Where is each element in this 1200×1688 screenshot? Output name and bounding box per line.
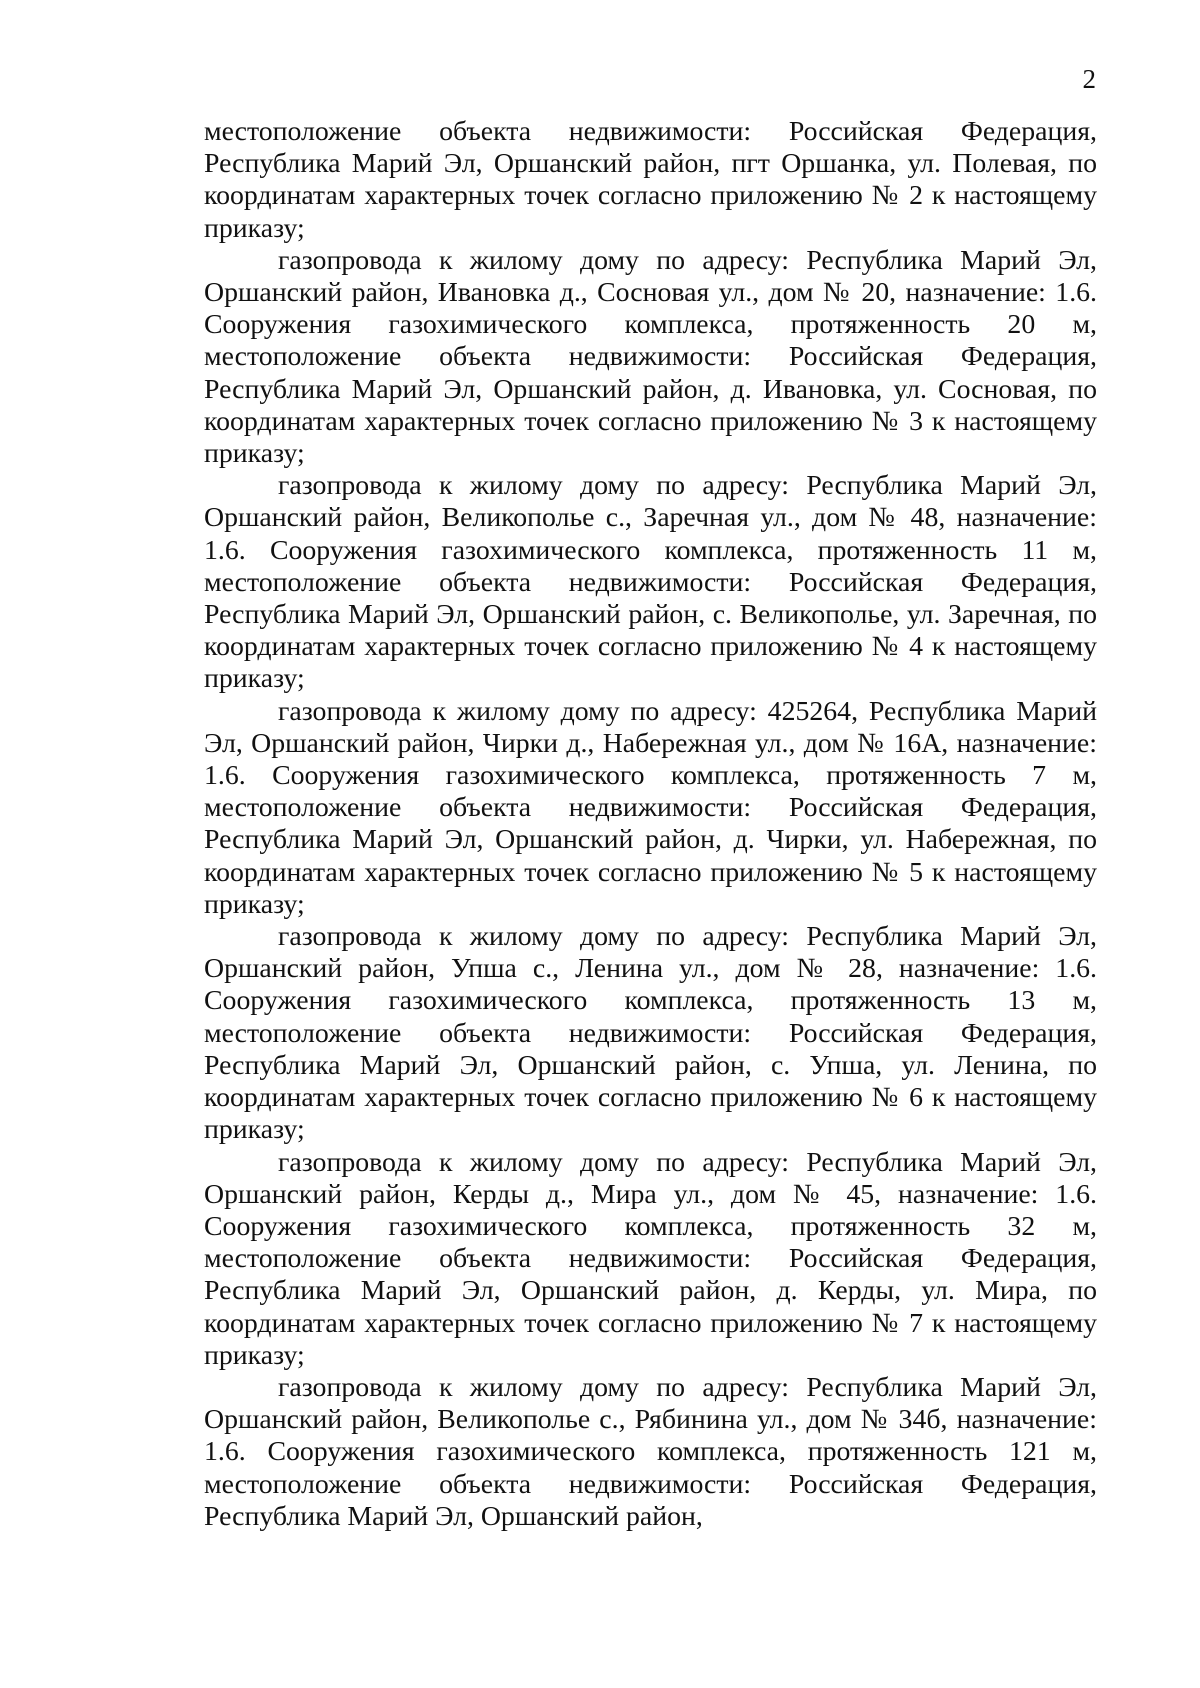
paragraph-item: газопровода к жилому дому по адресу: Республика Марий Эл, Оршанский район, Упша с., Ленина ул., дом № 28, назначение: 1.6. Сооружения газохимического комплекса, протяженность 13 м, местоположение объекта недвижимости: Российская Федерация, Республика Марий Эл, Оршанский район, с. Упша, ул. Ленина, по координатам характерных точек согласно приложению № 6 к настоящему приказу; <box>204 921 1097 1146</box>
paragraph-continuation: местоположение объекта недвижимости: Российская Федерация, Республика Марий Эл, Оршанский район, пгт Оршанка, ул. Полевая, по координатам характерных точек согласно приложению № 2 к настоящему приказу; <box>204 116 1097 244</box>
paragraph-item: газопровода к жилому дому по адресу: 425264, Республика Марий Эл, Оршанский район, Чирки д., Набережная ул., дом № 16А, назначение: 1.6. Сооружения газохимического комплекса, протяженность 7 м, местоположение объекта недвижимости: Российская Федерация, Республика Марий Эл, Оршанский район, д. Чирки, ул. Набережная, по координатам характерных точек согласно приложению № 5 к настоящему приказу; <box>204 695 1097 920</box>
page-number: 2 <box>1082 64 1096 94</box>
paragraph-item: газопровода к жилому дому по адресу: Республика Марий Эл, Оршанский район, Великополье с., Рябинина ул., дом № 34б, назначение: 1.6. Сооружения газохимического комплекса, протяженность 121 м, местоположение объекта недвижимости: Российская Федерация, Республика Марий Эл, Оршанский район, <box>204 1371 1097 1532</box>
paragraph-item: газопровода к жилому дому по адресу: Республика Марий Эл, Оршанский район, Керды д., Мира ул., дом № 45, назначение: 1.6. Сооружения газохимического комплекса, протяженность 32 м, местоположение объекта недвижимости: Российская Федерация, Республика Марий Эл, Оршанский район, д. Керды, ул. Мира, по координатам характерных точек согласно приложению № 7 к настоящему приказу; <box>204 1146 1097 1371</box>
document-body <box>204 116 1097 1533</box>
paragraph-item: газопровода к жилому дому по адресу: Республика Марий Эл, Оршанский район, Великополье с., Заречная ул., дом № 48, назначение: 1.6. Сооружения газохимического комплекса, протяженность 11 м, местоположение объекта недвижимости: Российская Федерация, Республика Марий Эл, Оршанский район, с. Великополье, ул. Заречная, по координатам характерных точек согласно приложению № 4 к настоящему приказу; <box>204 470 1097 695</box>
paragraph-item: газопровода к жилому дому по адресу: Республика Марий Эл, Оршанский район, Ивановка д., Сосновая ул., дом № 20, назначение: 1.6. Сооружения газохимического комплекса, протяженность 20 м, местоположение объекта недвижимости: Российская Федерация, Республика Марий Эл, Оршанский район, д. Ивановка, ул. Сосновая, по координатам характерных точек согласно приложению № 3 к настоящему приказу; <box>204 244 1097 470</box>
